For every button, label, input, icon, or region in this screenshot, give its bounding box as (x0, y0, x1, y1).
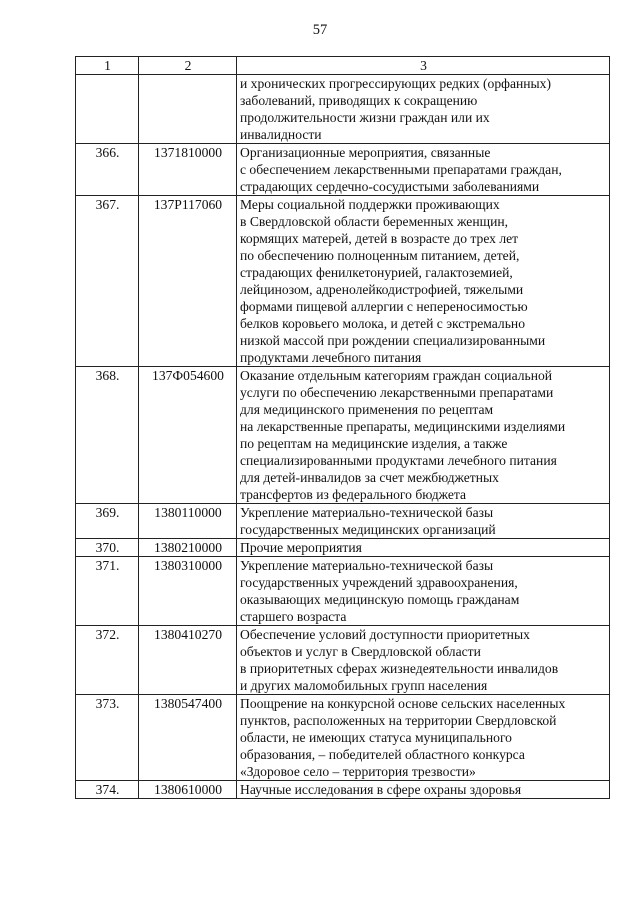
description-line: «Здоровое село – территория трезвости» (240, 764, 476, 779)
row-number-cell: 368. (76, 367, 139, 504)
description-line: по рецептам на медицинские изделия, а также (240, 436, 508, 451)
description-line: белков коровьего молока, и детей с экстремально (240, 316, 525, 331)
page-number: 57 (312, 22, 328, 38)
description-line: старшего возраста (240, 609, 347, 624)
table-body (76, 75, 610, 799)
table-row (76, 367, 610, 504)
description-cell (237, 781, 610, 799)
row-number-cell: 372. (76, 626, 139, 695)
description-line: Обеспечение условий доступности приоритетных (240, 627, 530, 642)
table-row (76, 695, 610, 781)
description-line: лейцинозом, адренолейкодистрофией, тяжелыми (240, 282, 524, 297)
classification-code-cell (139, 75, 237, 144)
description-cell (237, 196, 610, 367)
row-number-cell (76, 75, 139, 144)
description-line: низкой массой при рождении специализированными (240, 333, 546, 348)
table-row (76, 626, 610, 695)
row-number-cell: 369. (76, 504, 139, 539)
row-number-cell: 374. (76, 781, 139, 799)
table-row (76, 75, 610, 144)
description-cell (237, 75, 610, 144)
description-line: страдающих сердечно-сосудистыми заболеваниями (240, 179, 540, 194)
description-line: государственных медицинских организаций (240, 522, 496, 537)
classification-code-cell: 1380310000 (139, 557, 237, 626)
description-cell (237, 695, 610, 781)
description-line: Укрепление материально-технической базы (240, 558, 494, 573)
classification-code-cell: 1380210000 (139, 539, 237, 557)
description-line: трансфертов из федерального бюджета (240, 487, 467, 502)
description-line: для детей-инвалидов за счет межбюджетных (240, 470, 499, 485)
description-line: пунктов, расположенных на территории Свердловской (240, 713, 557, 728)
column-header-code: 2 (139, 57, 237, 75)
column-header-number: 1 (76, 57, 139, 75)
row-number-cell: 373. (76, 695, 139, 781)
row-number-cell: 366. (76, 144, 139, 196)
description-line: Укрепление материально-технической базы (240, 505, 494, 520)
description-line: и хронических прогрессирующих редких (орфанных) (240, 76, 552, 91)
description-line: страдающих фенилкетонурией, галактоземией, (240, 265, 513, 280)
description-line: Прочие мероприятия (240, 540, 362, 555)
description-line: государственных учреждений здравоохранения, (240, 575, 518, 590)
description-line: инвалидности (240, 127, 322, 142)
row-number-cell: 370. (76, 539, 139, 557)
classification-code-cell: 137Ф054600 (139, 367, 237, 504)
table-row (76, 539, 610, 557)
classification-code-cell: 1371810000 (139, 144, 237, 196)
budget-classification-table (75, 56, 610, 799)
classification-code-cell: 137Р117060 (139, 196, 237, 367)
description-line: по обеспечению полноценным питанием, детей, (240, 248, 520, 263)
description-line: кормящих матерей, детей в возрасте до трех лет (240, 231, 519, 246)
description-cell (237, 557, 610, 626)
description-line: области, не имеющих статуса муниципального (240, 730, 512, 745)
description-line: заболеваний, приводящих к сокращению (240, 93, 478, 108)
description-line: в приоритетных сферах жизнедеятельности инвалидов (240, 661, 559, 676)
table-header-row (76, 57, 610, 75)
description-line: Научные исследования в сфере охраны здоровья (240, 782, 522, 797)
description-cell (237, 367, 610, 504)
table-row (76, 196, 610, 367)
column-header-description: 3 (237, 57, 610, 75)
description-line: образования, – победителей областного конкурса (240, 747, 525, 762)
classification-code-cell: 1380410270 (139, 626, 237, 695)
description-line: на лекарственные препараты, медицинскими изделиями (240, 419, 566, 434)
description-line: Оказание отдельным категориям граждан социальной (240, 368, 553, 383)
description-line: Меры социальной поддержки проживающих (240, 197, 500, 212)
description-line: оказывающих медицинскую помощь гражданам (240, 592, 520, 607)
description-cell (237, 144, 610, 196)
classification-code-cell: 1380547400 (139, 695, 237, 781)
description-line: специализированными продуктами лечебного питания (240, 453, 557, 468)
description-line: услуги по обеспечению лекарственными препаратами (240, 385, 554, 400)
row-number-cell: 371. (76, 557, 139, 626)
description-cell (237, 626, 610, 695)
description-line: продуктами лечебного питания (240, 350, 422, 365)
table-row (76, 504, 610, 539)
description-line: формами пищевой аллергии с непереносимостью (240, 299, 528, 314)
table-row (76, 781, 610, 799)
description-cell (237, 504, 610, 539)
description-line: в Свердловской области беременных женщин, (240, 214, 509, 229)
description-line: для медицинского применения по рецептам (240, 402, 494, 417)
classification-code-cell: 1380110000 (139, 504, 237, 539)
row-number-cell: 367. (76, 196, 139, 367)
description-line: Поощрение на конкурсной основе сельских населенных (240, 696, 566, 711)
classification-code-cell: 1380610000 (139, 781, 237, 799)
description-line: продолжительности жизни граждан или их (240, 110, 490, 125)
description-line: Организационные мероприятия, связанные (240, 145, 491, 160)
description-cell (237, 539, 610, 557)
description-line: с обеспечением лекарственными препаратами граждан, (240, 162, 562, 177)
table-row (76, 557, 610, 626)
description-line: и других маломобильных групп населения (240, 678, 488, 693)
description-line: объектов и услуг в Свердловской области (240, 644, 481, 659)
table-row (76, 144, 610, 196)
